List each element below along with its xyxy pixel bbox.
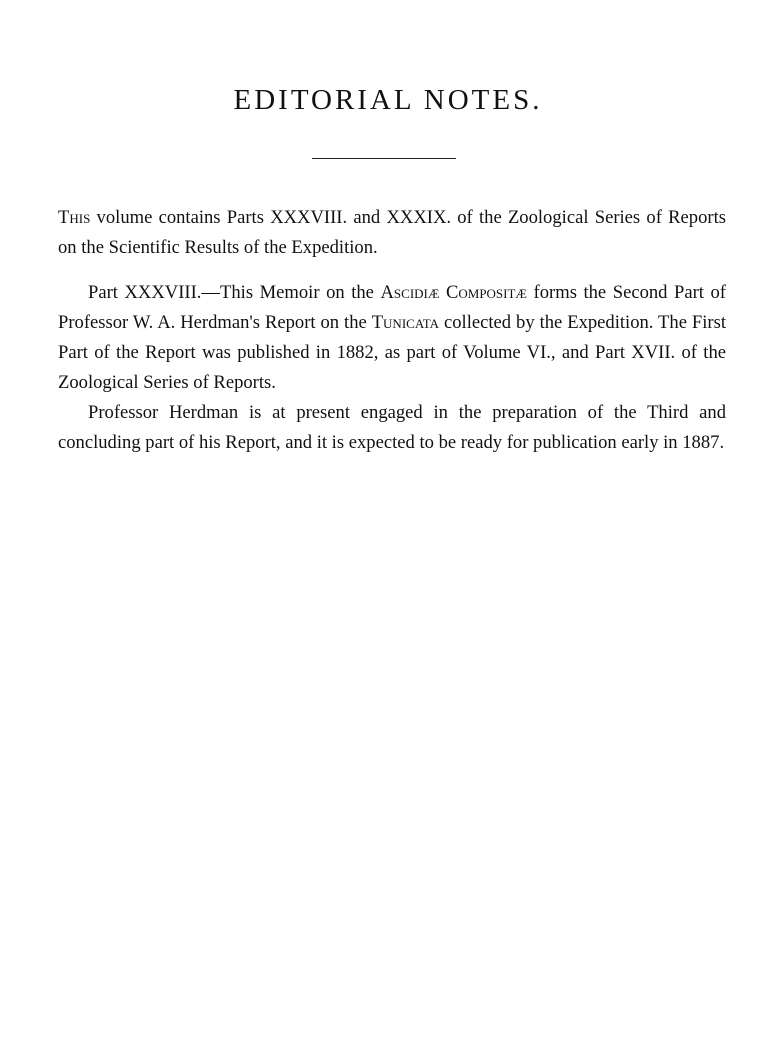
editorial-body [58, 203, 726, 458]
term-tunicata: Tunicata [371, 312, 440, 333]
page-title: EDITORIAL NOTES. [233, 84, 543, 116]
paragraph-part-xxxviii [58, 278, 726, 398]
title-divider [312, 158, 456, 159]
paragraph-volume-contents [58, 203, 726, 263]
paragraph-text-3: collected by the Expedition. The First Part of the Report was published in 1882, as part of Volume VI., and Part XVII. of the Zoological Series of Reports. [58, 312, 727, 393]
paragraph-text: volume contains Parts XXXVIII. and XXXIX. of the Zoological Series of Reports on the Scientific Results of the Expedition. [58, 207, 726, 258]
paragraph-third-part [58, 398, 726, 458]
lead-word: This [58, 207, 91, 228]
paragraph-text-2: forms the Second Part of Professor W. A. Herdman's Report on the [58, 282, 727, 333]
paragraph-text-1: Part XXXVIII.—This Memoir on the [88, 282, 381, 303]
paragraph-text: Professor Herdman is at present engaged in the preparation of the Third and concluding part of his Report, and it is expected to be ready for publication early in 1887. [58, 402, 726, 453]
term-ascidiae-compositae: Ascidiæ Compositæ [380, 282, 527, 303]
